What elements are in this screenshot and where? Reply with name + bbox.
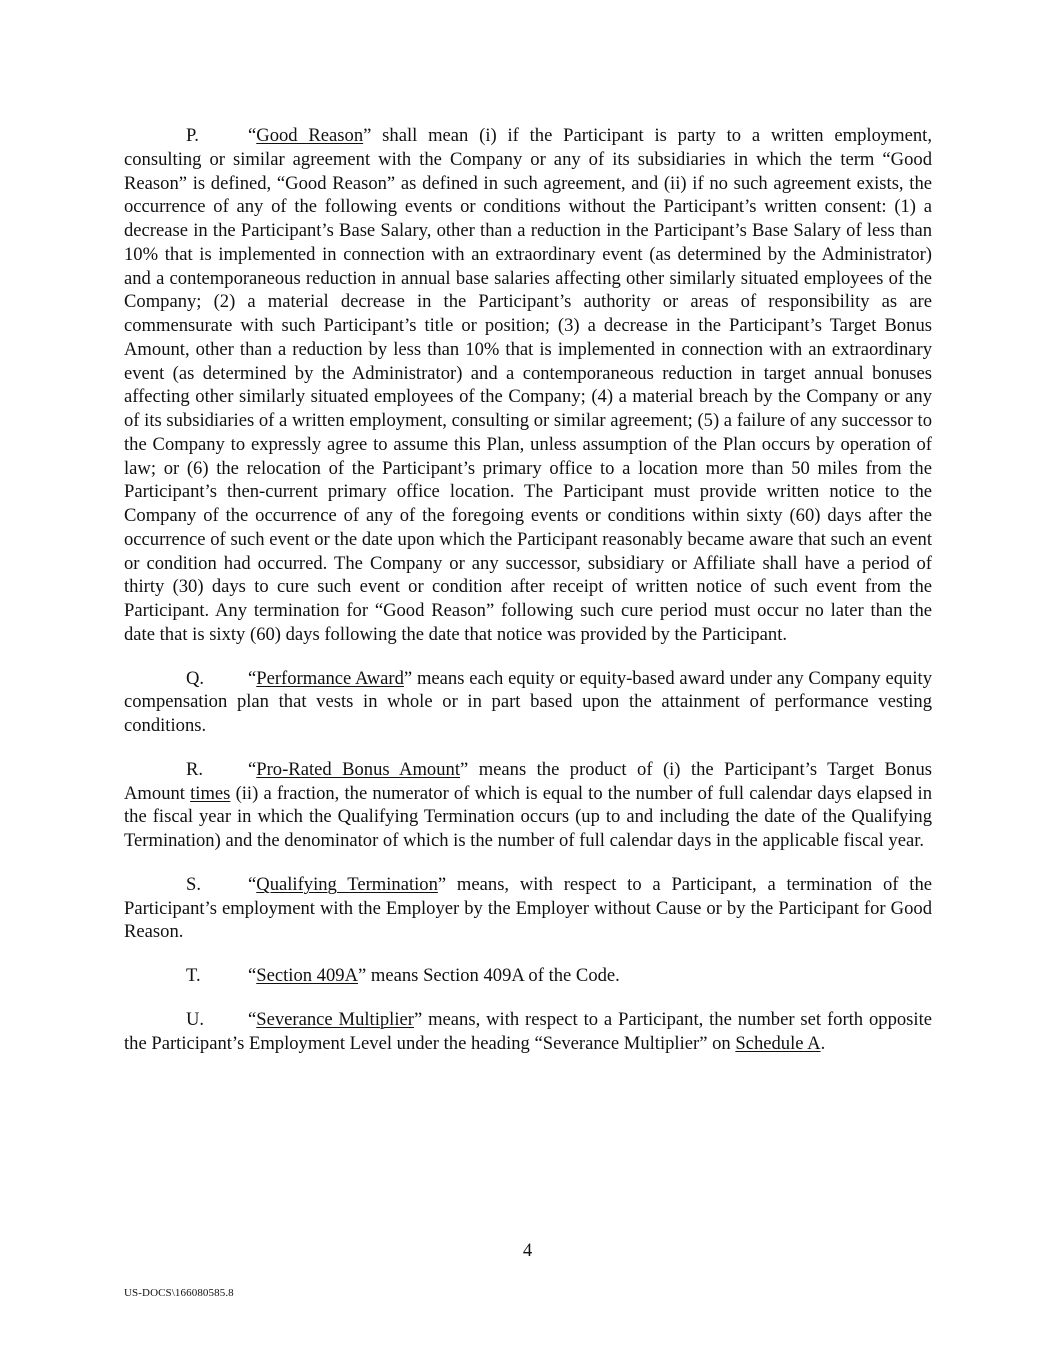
defined-term: Severance Multiplier [256,1008,414,1030]
section-u [124,1008,932,1056]
open-quote: “ [248,1008,257,1030]
section-text: ” means, with respect to a Participant, a termination of the Participant’s employment with the Employer by the Employer without Cause or by the Participant for Good Reason. [124,873,932,943]
section-p [124,124,932,647]
section-text: ” means Section 409A of the Code. [358,965,620,986]
section-text: ” means, with respect to a Participant, the number set forth opposite the Participant’s Employment Level under the heading “Severance Multiplier” on [124,1008,932,1054]
section-text: ” means each equity or equity-based award under any Company equity compensation plan that vests in whole or in part based upon the attainment of performance vesting conditions. [124,667,932,736]
document-body [124,124,932,1075]
underlined-word: times [190,782,231,804]
section-q [124,667,932,738]
schedule-reference: Schedule A [735,1032,821,1054]
open-quote: “ [248,667,257,689]
document-id: US-DOCS\166080585.8 [124,1287,234,1299]
defined-term: Performance Award [256,667,404,689]
section-t [124,964,932,988]
open-quote: “ [248,125,257,146]
section-text: ” shall mean (i) if the Participant is party to a written employment, consulting or similar agreement with the Company or any of its subsidiaries in which the term “Good Reason” is defined, “Good Reason” as defined in such agreement, and (ii) if no such agreement exists, the occurrence of any of the following events or conditions without the Participant’s written consent: (1) a decrease in the Participant’s Base Salary, other than a reduction in the Participant’s Base Salary of less than 10% that is implemented in connection with an extraordinary event (as determined by the Administrator) and a contemporaneous reduction in annual base salaries affecting other similarly situated employees of the Company; (2) a material decrease in the Participant’s authority or areas of responsibility as are commensurate with such Participant’s title or position; (3) a decrease in the Participant’s Target Bonus Amount, other than a reduction by less than 10% that is implemented in connection with an extraordinary event (as determined by the Administrator) and a contemporaneous reduction in target annual bonuses affecting other similarly situated employees of the Company; (4) a material breach by the Company or any of its subsidiaries of a written employment, consulting or similar agreement; (5) a failure of any successor to the Company to expressly agree to assume this Plan, unless assumption of the Plan occurs by operation of law; or (6) the relocation of the Participant’s primary office to a location more than 50 miles from the Participant’s then-current primary office location. The Participant must provide written notice to the Company of the occurrence of any of the foregoing events or conditions within sixty (60) days after the occurrence of such event or the date upon which the Participant reasonably became aware that such an event or condition had occurred. The Company or any successor, subsidiary or Affiliate shall have a period of thirty (30) days to cure such event or condition after receipt of written notice of such event from the Participant. Any termination for “Good Reason” following such cure period must occur no later than the date that is sixty (60) days following the date that notice was provided by the Participant. [124,125,932,645]
defined-term: Section 409A [256,965,359,986]
page-number: 4 [522,1240,533,1261]
section-text: ” means the product of (i) the Participant’s Target Bonus Amount [124,758,933,804]
section-letter: S. [186,873,201,895]
defined-term: Pro-Rated Bonus Amount [256,758,460,780]
open-quote: “ [248,758,257,780]
section-letter: T. [186,965,201,986]
section-r [124,758,932,853]
open-quote: “ [248,873,257,895]
section-letter: Q. [186,667,205,689]
section-s [124,873,932,944]
section-letter: P. [186,125,199,146]
section-text-continued: (ii) a fraction, the numerator of which is equal to the number of full calendar days elapsed in the fiscal year in which the Qualifying Termination occurs (up to and including the date of the Qualifying Termination) and the denominator of which is the number of full calendar days in the applicable fiscal year. [124,782,932,851]
defined-term: Qualifying Termination [256,873,438,895]
section-text-continued: . [820,1032,826,1054]
defined-term: Good Reason [256,125,364,146]
section-letter: R. [186,758,204,780]
open-quote: “ [248,965,257,986]
section-letter: U. [186,1008,205,1030]
